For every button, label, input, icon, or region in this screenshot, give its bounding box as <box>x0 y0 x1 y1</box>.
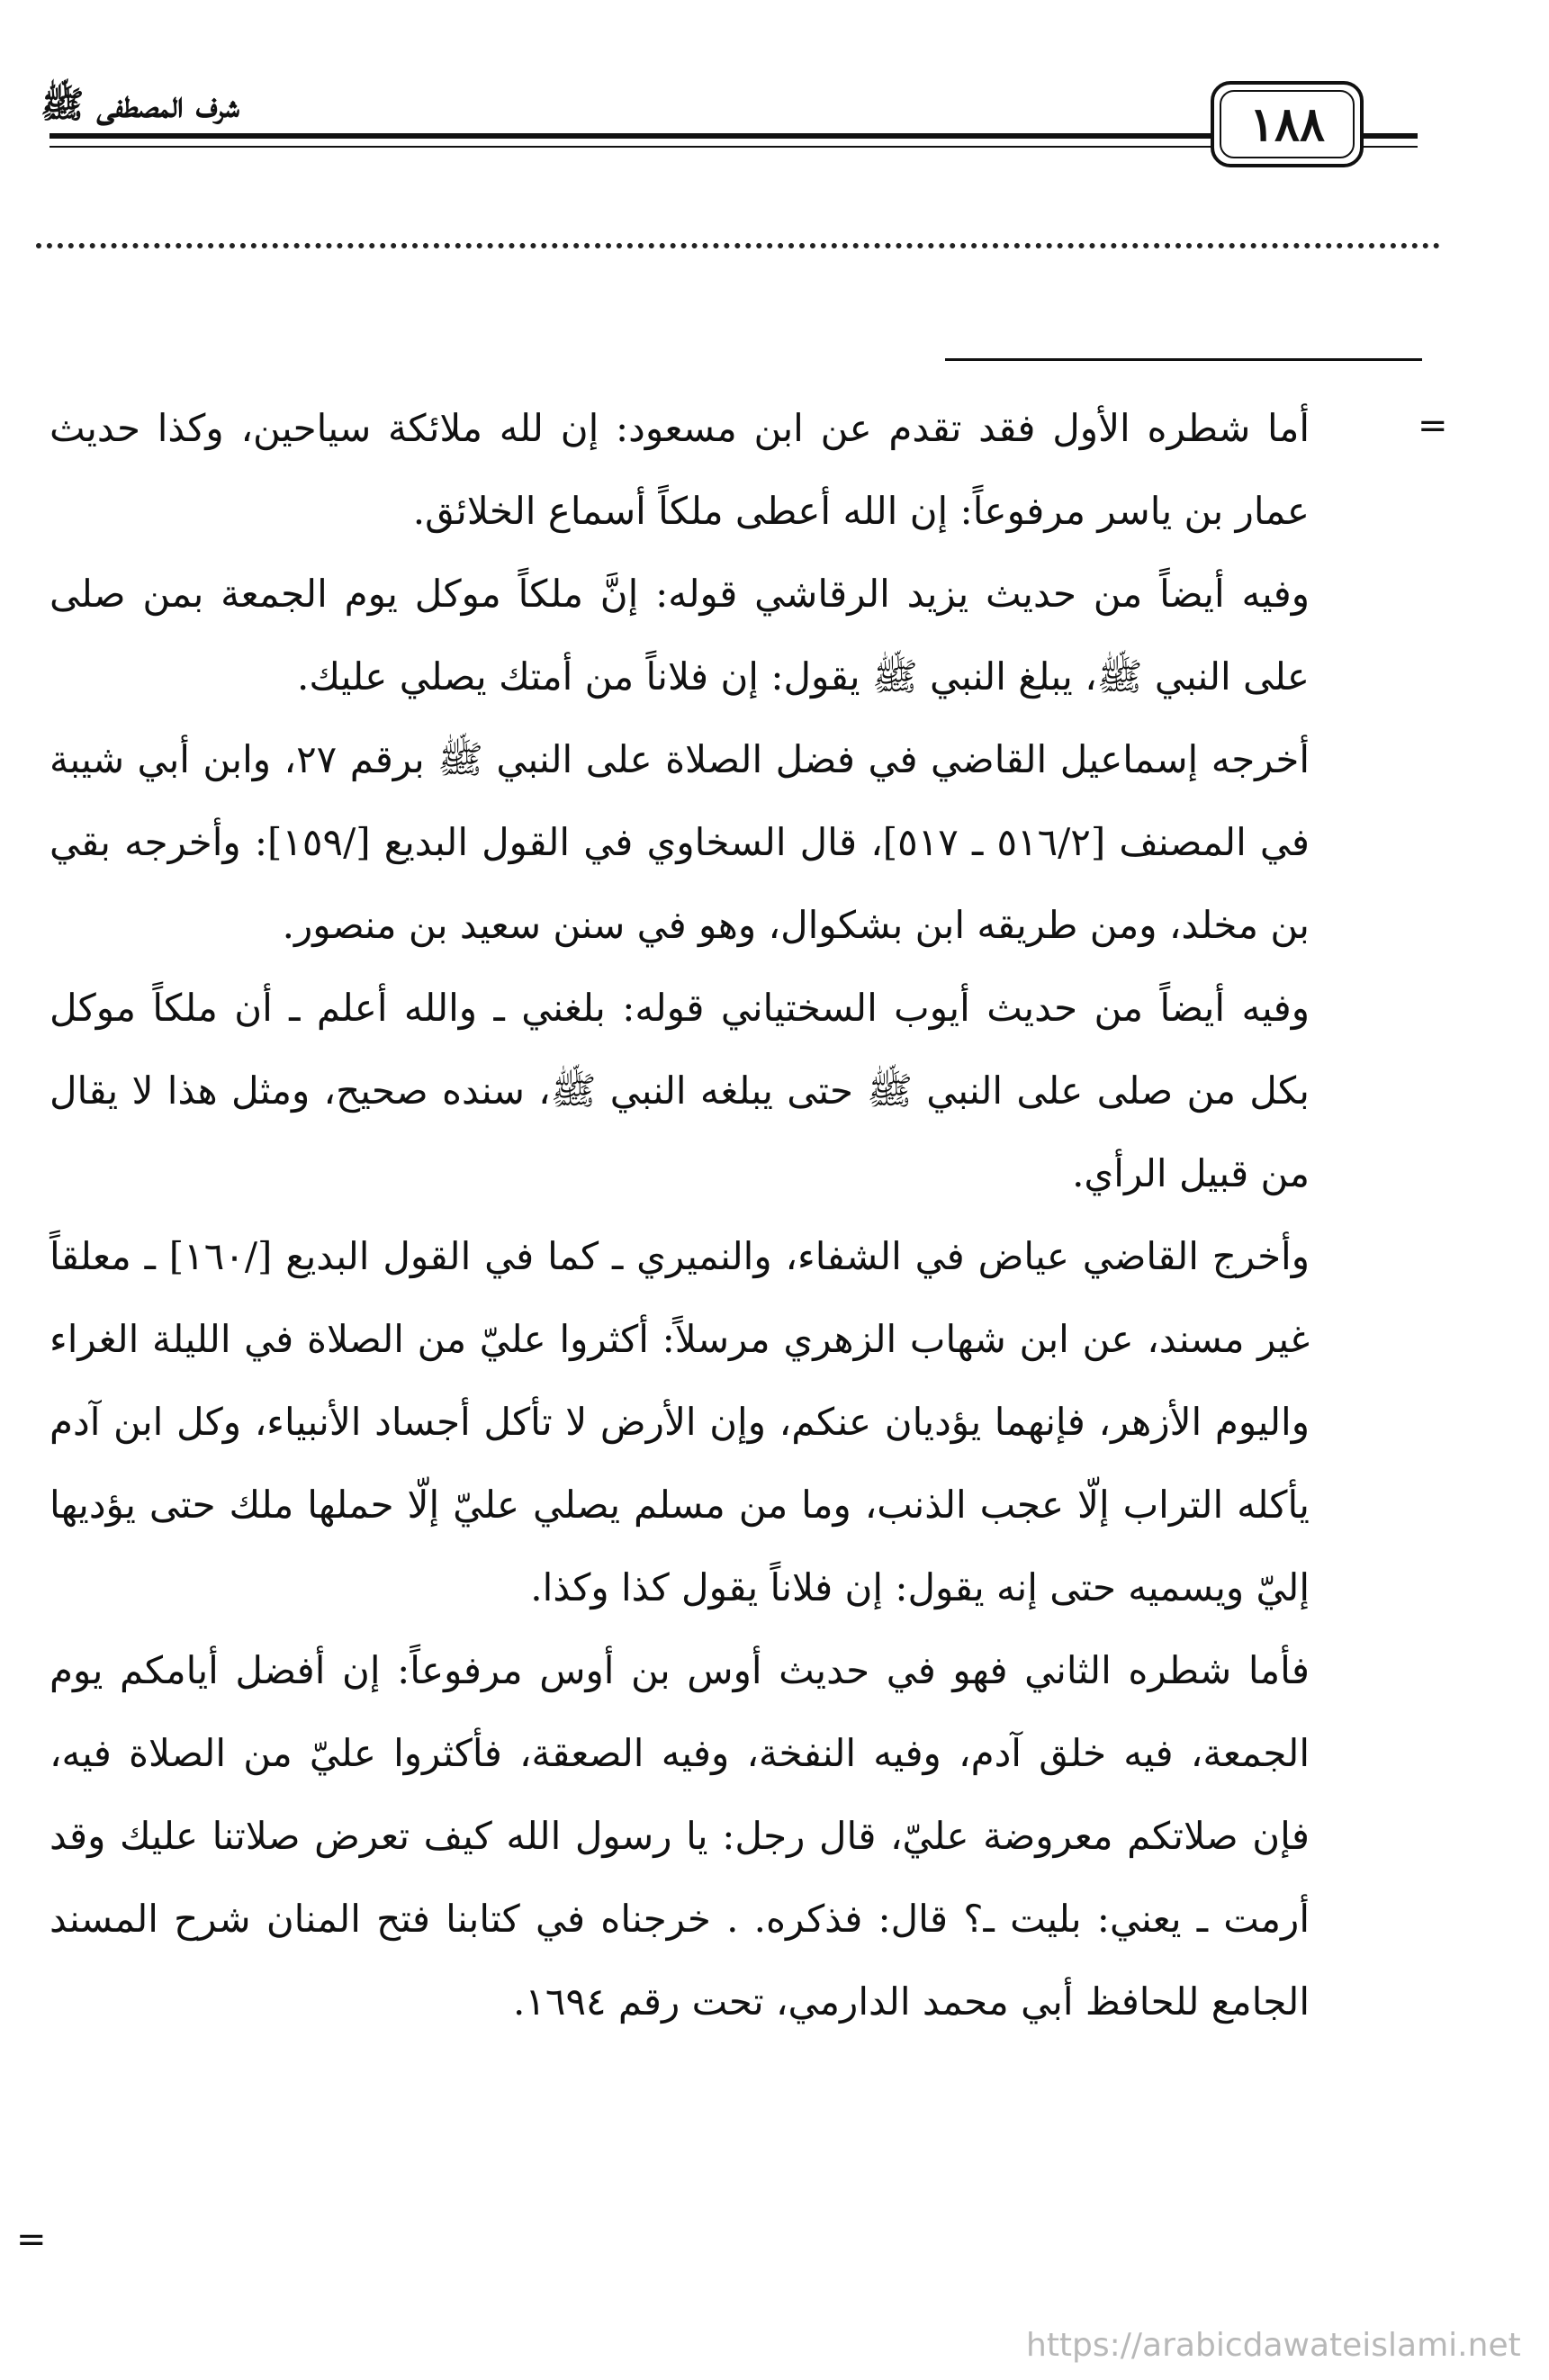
paragraph-2: وفيه أيضاً من حديث يزيد الرقاشي قوله: إنَّ ملكاً موكل يوم الجمعة بمن صلى على النبي ﷺ، يبلغ النبي ﷺ يقول: إن فلاناً من أمتك يصلي عليك. <box>50 572 1310 699</box>
running-head-title: شرف المصطفى ﷺ <box>41 84 239 126</box>
paragraph-3: أخرجه إسماعيل القاضي في فضل الصلاة على النبي ﷺ برقم ٢٧، وابن أبي شيبة في المصنف [٥١٦/٢ ـ ٥١٧]، قال السخاوي في القول البديع [/١٥٩]: وأخرجه بقي بن مخلد، ومن طريقه ابن بشكوال، وهو في سنن سعيد بن منصور. <box>50 737 1310 947</box>
continuation-mark-top: = <box>1418 405 1448 446</box>
paragraph-6: فأما شطره الثاني فهو في حديث أوس بن أوس مرفوعاً: إن أفضل أيامكم يوم الجمعة، فيه خلق آدم، وفيه النفخة، وفيه الصعقة، فأكثروا عليّ من الصلاة فيه، فإن صلاتكم معروضة عليّ، قال رجل: يا رسول الله كيف تعرض صلاتنا عليك وقد أرمت ـ يعني: بليت ـ؟ قال: فذكره. . خرجناه في كتابنا فتح المنان شرح المسند الجامع للحافظ أبي محمد الدارمي، تحت رقم ١٦٩٤. <box>50 1648 1310 2024</box>
paragraph-1: أما شطره الأول فقد تقدم عن ابن مسعود: إن لله ملائكة سياحين، وكذا حديث عمار بن ياسر مرفوعاً: إن الله أعطى ملكاً أسماع الخلائق. <box>50 406 1310 533</box>
watermark-url: https://arabicdawateislami.net <box>1026 2327 1521 2364</box>
paragraph-4: وفيه أيضاً من حديث أيوب السختياني قوله: بلغني ـ والله أعلم ـ أن ملكاً موكل بكل من صلى على النبي ﷺ حتى يبلغه النبي ﷺ، سنده صحيح، ومثل هذا لا يقال من قبيل الرأي. <box>50 986 1310 1195</box>
page-number: ١٨٨ <box>1249 96 1325 152</box>
page-number-frame <box>1211 81 1364 167</box>
footnote-rule <box>945 358 1422 361</box>
dotted-separator <box>36 243 1440 248</box>
paragraph-5: وأخرج القاضي عياض في الشفاء، والنميري ـ كما في القول البديع [/١٦٠] ـ معلقاً غير مسند، عن ابن شهاب الزهري مرسلاً: أكثروا عليّ من الصلاة في الليلة الغراء واليوم الأزهر، فإنهما يؤديان عنكم، وإن الأرض لا تأكل أجساد الأنبياء، وكل ابن آدم يأكله التراب إلّا عجب الذنب، وما من مسلم يصلي عليّ إلّا حملها ملك حتى يؤديها إليّ ويسميه حتى إنه يقول: إن فلاناً يقول كذا وكذا. <box>50 1234 1310 1609</box>
continuation-mark-bottom: = <box>16 2219 47 2260</box>
footnote-body <box>50 387 1310 2043</box>
